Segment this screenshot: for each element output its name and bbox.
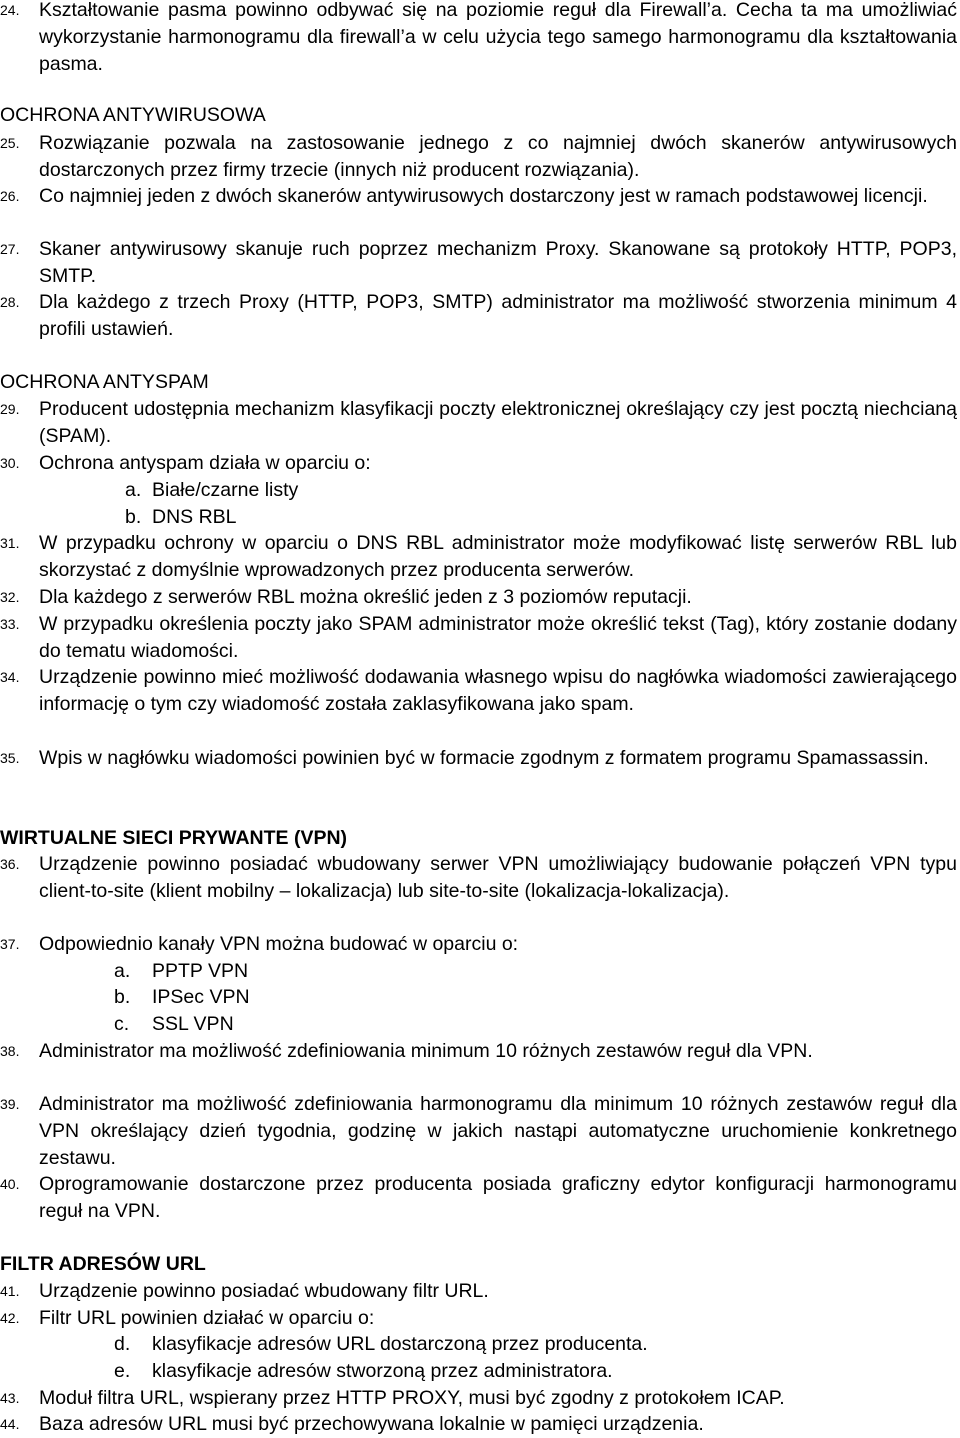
item-text: Administrator ma możliwość zdefiniowania harmonogramu dla minimum 10 różnych zestawów reguł dla VPN określający dzień tygodnia, godzinę w jakich nastąpi automatyczne uruchomienie konkretnego zestawu. xyxy=(39,1093,957,1169)
item-number: 27. xyxy=(0,241,20,257)
item-number: 24. xyxy=(0,2,20,18)
requirement-27 xyxy=(0,236,957,290)
subitem-text: klasyfikacje adresów URL dostarczoną przez producenta. xyxy=(152,1333,648,1355)
requirement-32 xyxy=(0,584,957,611)
requirement-24 xyxy=(0,0,957,77)
requirement-44 xyxy=(0,1411,957,1438)
subitem-42d xyxy=(114,1331,648,1358)
item-text: Co najmniej jeden z dwóch skanerów antywirusowych dostarczony jest w ramach podstawowej licencji. xyxy=(39,185,928,207)
subitem-marker: d. xyxy=(114,1333,131,1355)
subitem-text: DNS RBL xyxy=(152,506,237,528)
item-text: Administrator ma możliwość zdefiniowania minimum 10 różnych zestawów reguł dla VPN. xyxy=(39,1040,813,1062)
item-number: 31. xyxy=(0,535,20,551)
subitem-42e xyxy=(114,1358,613,1385)
item-text: W przypadku ochrony w oparciu o DNS RBL administrator może modyfikować listę serwerów RBL lub skorzystać z domyślnie wprowadzonych przez producenta serwerów. xyxy=(39,532,957,581)
requirement-29 xyxy=(0,396,957,450)
item-text: Urządzenie powinno mieć możliwość dodawania własnego wpisu do nagłówka wiadomości zawierającego informację o tym czy wiadomość została zaklasyfikowana jako spam. xyxy=(39,666,957,715)
item-text: Dla każdego z serwerów RBL można określić jeden z 3 poziomów reputacji. xyxy=(39,586,692,608)
item-number: 36. xyxy=(0,856,20,872)
requirement-38 xyxy=(0,1038,957,1065)
subitem-text: SSL VPN xyxy=(152,1013,234,1035)
requirement-36 xyxy=(0,851,957,905)
item-number: 25. xyxy=(0,135,20,151)
item-text: Ochrona antyspam działa w oparciu o: xyxy=(39,452,371,474)
requirement-39 xyxy=(0,1091,957,1171)
item-number: 38. xyxy=(0,1043,20,1059)
requirement-33 xyxy=(0,611,957,665)
item-text: Moduł filtra URL, wspierany przez HTTP PROXY, musi być zgodny z protokołem ICAP. xyxy=(39,1387,785,1409)
requirement-37 xyxy=(0,931,957,958)
subitem-text: klasyfikacje adresów stworzoną przez administratora. xyxy=(152,1360,613,1382)
requirement-31 xyxy=(0,530,957,584)
item-text: Producent udostępnia mechanizm klasyfikacji poczty elektronicznej określający czy jest pocztą niechcianą (SPAM). xyxy=(39,398,957,447)
subitem-marker: c. xyxy=(114,1013,130,1035)
item-text: Wpis w nagłówku wiadomości powinien być w formacie zgodnym z formatem programu Spamassassin. xyxy=(39,747,929,769)
section-heading-antispam: OCHRONA ANTYSPAM xyxy=(0,371,209,393)
item-number: 28. xyxy=(0,294,20,310)
item-number: 30. xyxy=(0,455,20,471)
subitem-marker: b. xyxy=(125,506,142,528)
item-number: 40. xyxy=(0,1176,20,1192)
subitem-marker: a. xyxy=(114,960,131,982)
requirement-34 xyxy=(0,664,957,718)
requirement-35 xyxy=(0,745,957,772)
item-text: Baza adresów URL musi być przechowywana lokalnie w pamięci urządzenia. xyxy=(39,1413,704,1435)
subitem-marker: e. xyxy=(114,1360,131,1382)
requirement-40 xyxy=(0,1171,957,1225)
item-number: 29. xyxy=(0,401,20,417)
item-text: Rozwiązanie pozwala na zastosowanie jednego z co najmniej dwóch skanerów antywirusowych dostarczonych przez firmy trzecie (innych niż producent rozwiązania). xyxy=(39,132,957,181)
requirement-25 xyxy=(0,130,957,184)
item-number: 44. xyxy=(0,1416,20,1432)
item-text: Oprogramowanie dostarczone przez producenta posiada graficzny edytor konfiguracji harmonogramu reguł na VPN. xyxy=(39,1173,957,1222)
item-text: Urządzenie powinno posiadać wbudowany serwer VPN umożliwiający budowanie połączeń VPN typu client-to-site (klient mobilny – lokalizacja) lub site-to-site (lokalizacja-lokalizacja). xyxy=(39,853,957,902)
item-number: 37. xyxy=(0,936,20,952)
subitem-30b xyxy=(125,504,237,531)
item-number: 43. xyxy=(0,1390,20,1406)
item-number: 35. xyxy=(0,750,20,766)
item-number: 42. xyxy=(0,1310,20,1326)
section-heading-vpn: WIRTUALNE SIECI PRYWANTE (VPN) xyxy=(0,827,348,849)
requirement-28 xyxy=(0,289,957,343)
section-heading-url-filter: FILTR ADRESÓW URL xyxy=(0,1253,206,1275)
subitem-text: Białe/czarne listy xyxy=(152,479,299,501)
subitem-text: PPTP VPN xyxy=(152,960,249,982)
requirement-41 xyxy=(0,1278,957,1305)
item-text: Kształtowanie pasma powinno odbywać się na poziomie reguł dla Firewall’a. Cecha ta ma umożliwiać wykorzystanie harmonogramu dla firewall’a w celu użycia tego samego harmonogramu dla kształtowania pasma. xyxy=(39,0,957,75)
requirement-42 xyxy=(0,1305,957,1332)
subitem-text: IPSec VPN xyxy=(152,986,250,1008)
item-text: Urządzenie powinno posiadać wbudowany filtr URL. xyxy=(39,1280,489,1302)
item-text: Odpowiednio kanały VPN można budować w oparciu o: xyxy=(39,933,519,955)
requirement-43 xyxy=(0,1385,957,1412)
item-number: 32. xyxy=(0,589,20,605)
item-number: 34. xyxy=(0,669,20,685)
item-number: 26. xyxy=(0,188,20,204)
item-text: Dla każdego z trzech Proxy (HTTP, POP3, SMTP) administrator ma możliwość stworzenia minimum 4 profili ustawień. xyxy=(39,291,957,340)
subitem-37c xyxy=(114,1011,234,1038)
item-text: Skaner antywirusowy skanuje ruch poprzez mechanizm Proxy. Skanowane są protokoły HTTP, POP3, SMTP. xyxy=(39,238,957,287)
subitem-30a xyxy=(125,477,298,504)
item-number: 41. xyxy=(0,1283,20,1299)
subitem-marker: a. xyxy=(125,479,142,501)
item-text: W przypadku określenia poczty jako SPAM administrator może określić tekst (Tag), który zostanie dodany do tematu wiadomości. xyxy=(39,613,957,662)
section-heading-antivirus: OCHRONA ANTYWIRUSOWA xyxy=(0,104,266,126)
subitem-37a xyxy=(114,958,248,985)
subitem-marker: b. xyxy=(114,986,131,1008)
item-number: 33. xyxy=(0,616,20,632)
item-number: 39. xyxy=(0,1096,20,1112)
item-text: Filtr URL powinien działać w oparciu o: xyxy=(39,1307,375,1329)
subitem-37b xyxy=(114,984,250,1011)
requirement-30 xyxy=(0,450,957,477)
requirement-26 xyxy=(0,183,957,210)
